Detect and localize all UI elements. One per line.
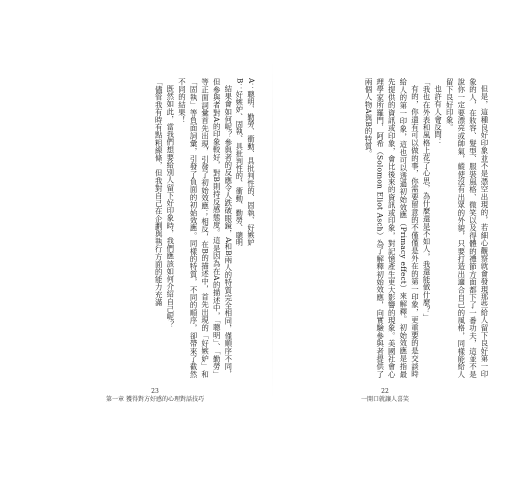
left-page — [52, 78, 257, 378]
page-number: 22 — [381, 388, 389, 395]
page-gutter — [272, 60, 273, 400]
paragraph: 也許有人會反問： — [433, 85, 443, 147]
running-head: 一開口就讓人喜笑 — [360, 396, 409, 403]
paragraph: 但是，這種良好印象並不是憑空出現的，若細心觀察就會發現那些給人留下良好第一印象的人，在妝容、髮型、服裝風格、微笑以及得體的禮節方面都下了一番功夫，這並不是說你一定要漂亮或帥氣，縱使沒有出眾的外貌，只要打造出適合自己的風格，同樣能給人留下良好印象。 — [445, 78, 489, 378]
list-item: B：好嫉妒、固執、具批判性的、衝動、勤勞、聰明 — [235, 78, 245, 247]
quote-paragraph: 「我也在外表和風格上花了心思，為什麼還是不如人，我還能做什麼？」 — [422, 78, 432, 322]
list-item: A：聰明、勤勞、衝動、具批判性的、固執、好嫉妒 — [247, 78, 256, 247]
left-page-body — [52, 78, 257, 378]
paragraph: 有的，你還有可以做的事，你需要留意的不僅僅是外在的第一印象，更重要的是交談時給人的第一印象，這也可以透過初始效應（Primacy effect）來解釋。初始效應是指最先提供的資訊或印象，會比後來的資訊或印象，對記憶產生更大影響的現象。美國社會心理學家所羅門．阿希（Solomon Eliot Asch）為了解釋初始效應，向實驗參與者提供了兩個人物A與B的特質。 — [364, 78, 420, 378]
right-page-body — [290, 78, 490, 378]
paragraph: 既然如此，當我們想要給別人留下好印象時，我們應該如何介紹自己呢？ — [165, 85, 175, 329]
paragraph: 結果會如何呢？參與者的反應令人跌破眼鏡，A和B兩人的特質完全相同，僅順序不同，但參與者對A的印象較好，對B則持反感態度。這是因為在A的描述中，「聰明」、「勤勞」等正面詞彙首先出現，引發了初始效應；相反，在B的描述中，首先出現的「好嫉妒」和「固執」等負面詞彙，引發了負面的初始效應。同樣的特質，不同的順序，卻帶來了截然不同的結果！ — [177, 78, 233, 378]
quote-paragraph: 「儘管我有時有點粗線條，但我對自己在企劃與執行方面的能力充滿 — [154, 78, 164, 306]
right-page — [290, 78, 490, 378]
page-number: 23 — [151, 388, 159, 395]
right-page-footer — [310, 388, 460, 404]
running-head: 第一章 獲得對方好感的心理對話技巧 — [106, 396, 204, 403]
left-page-footer — [80, 388, 230, 404]
